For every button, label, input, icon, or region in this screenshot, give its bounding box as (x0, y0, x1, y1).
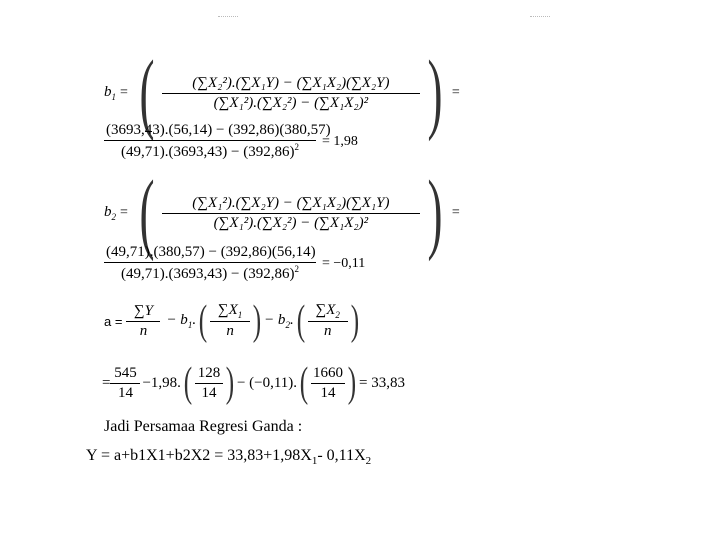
b1-left-paren: ( (139, 43, 155, 142)
b2-left-paren: ( (139, 163, 155, 262)
a-paren-open-1: ( (198, 298, 208, 344)
calc-a-eq: = (102, 374, 111, 391)
calc-a-paren-open-2: ( (299, 360, 309, 406)
a-paren-close-1: ) (252, 298, 262, 344)
a-frac-sumX1 (210, 302, 250, 340)
calc-a-term3: − (−0,11). (236, 374, 298, 391)
conclusion-heading: Jadi Persamaa Regresi Ganda : (104, 418, 303, 435)
calc-a-frac1 (110, 365, 140, 402)
b2-right-paren: ) (427, 163, 443, 262)
calc-a-paren-close-2: ) (347, 360, 357, 406)
b1-equals-left: = (120, 85, 128, 100)
calc-b2-result: = −0,11 (322, 255, 366, 271)
formula-a (104, 300, 362, 342)
regression-equation: $Y = a+b1X1+b2X2 = 33,83+1,98X_1-$ $0,11X_2$ (86, 447, 372, 468)
b2-numerator: (∑X₁²).(∑X₂Y) − (∑X₁X₂)(∑X₁Y) (162, 195, 420, 214)
calc-a-frac3-denominator: 14 (320, 384, 336, 401)
calc-b1-fraction (104, 122, 331, 161)
a-frac2-denominator: n (226, 323, 234, 339)
calc-a-frac3 (311, 365, 345, 402)
calc-a-term2: −1,98. (142, 374, 181, 391)
calc-a-frac3-numerator: 1660 (311, 365, 345, 384)
calc-a-frac1-numerator: 545 (110, 365, 140, 384)
calc-a-paren-close-1: ) (225, 360, 235, 406)
calc-a (102, 362, 405, 404)
b1-right-paren: ) (427, 43, 443, 142)
calc-b2 (104, 244, 365, 283)
a-frac-sumY (126, 303, 160, 340)
calc-b1-numerator: (3693,43).(56,14) − (392,86)(380,57) (104, 122, 316, 141)
calc-a-frac1-denominator: 14 (117, 384, 133, 401)
b1-numerator: (∑X₂²).(∑X₁Y) − (∑X₁X₂)(∑X₂Y) (162, 75, 420, 94)
a-minus-b1: − $b_1$. (166, 312, 197, 330)
calc-b1 (104, 122, 358, 161)
b2-symbol: $b_2$ (104, 204, 116, 222)
calc-b1-denominator: $(49,71).(3693,43) - (392,86)^2$ (121, 142, 299, 160)
calc-a-frac2 (195, 365, 223, 402)
header-mark-left (218, 16, 238, 17)
b2-equals-right: = (451, 205, 460, 220)
b2-fraction (162, 195, 420, 232)
calc-b2-fraction (104, 244, 316, 283)
a-frac3-denominator: n (323, 323, 332, 339)
a-frac2-numerator: $\sum X_1$ (210, 302, 250, 322)
calc-b2-numerator: (49,71).(380,57) − (392,86)(56,14) (104, 244, 316, 263)
calc-b2-denominator: $(49,71).(3693,43) - (392,86)^2$ (121, 264, 299, 282)
b1-symbol: $b_1$ (104, 84, 116, 102)
calc-a-paren-open-1: ( (183, 360, 193, 406)
b1-equals-right: = (451, 85, 460, 100)
calc-a-frac2-numerator: 128 (195, 365, 223, 384)
a-minus-b2: − $b_2$. (264, 312, 294, 330)
b2-denominator: (∑X₁²).(∑X₂²) − (∑X₁X₂)² (213, 214, 369, 231)
calc-a-frac2-denominator: 14 (201, 384, 217, 401)
b1-fraction (162, 75, 420, 112)
a-paren-open-2: ( (296, 298, 305, 344)
a-frac-sumX2 (308, 302, 348, 340)
a-lhs: a = (104, 313, 123, 329)
calc-b1-result: = 1,98 (322, 133, 358, 149)
a-frac1-numerator: ∑Y (126, 303, 160, 322)
calc-a-result: = 33,83 (359, 374, 406, 391)
b2-equals-left: = (120, 205, 128, 220)
header-mark-right (530, 16, 550, 17)
b1-denominator: (∑X₁²).(∑X₂²) − (∑X₁X₂)² (213, 94, 369, 111)
a-paren-close-2: ) (350, 298, 359, 344)
a-frac1-denominator: n (139, 322, 148, 339)
a-frac3-numerator: $\sum X_2$ (308, 302, 348, 322)
